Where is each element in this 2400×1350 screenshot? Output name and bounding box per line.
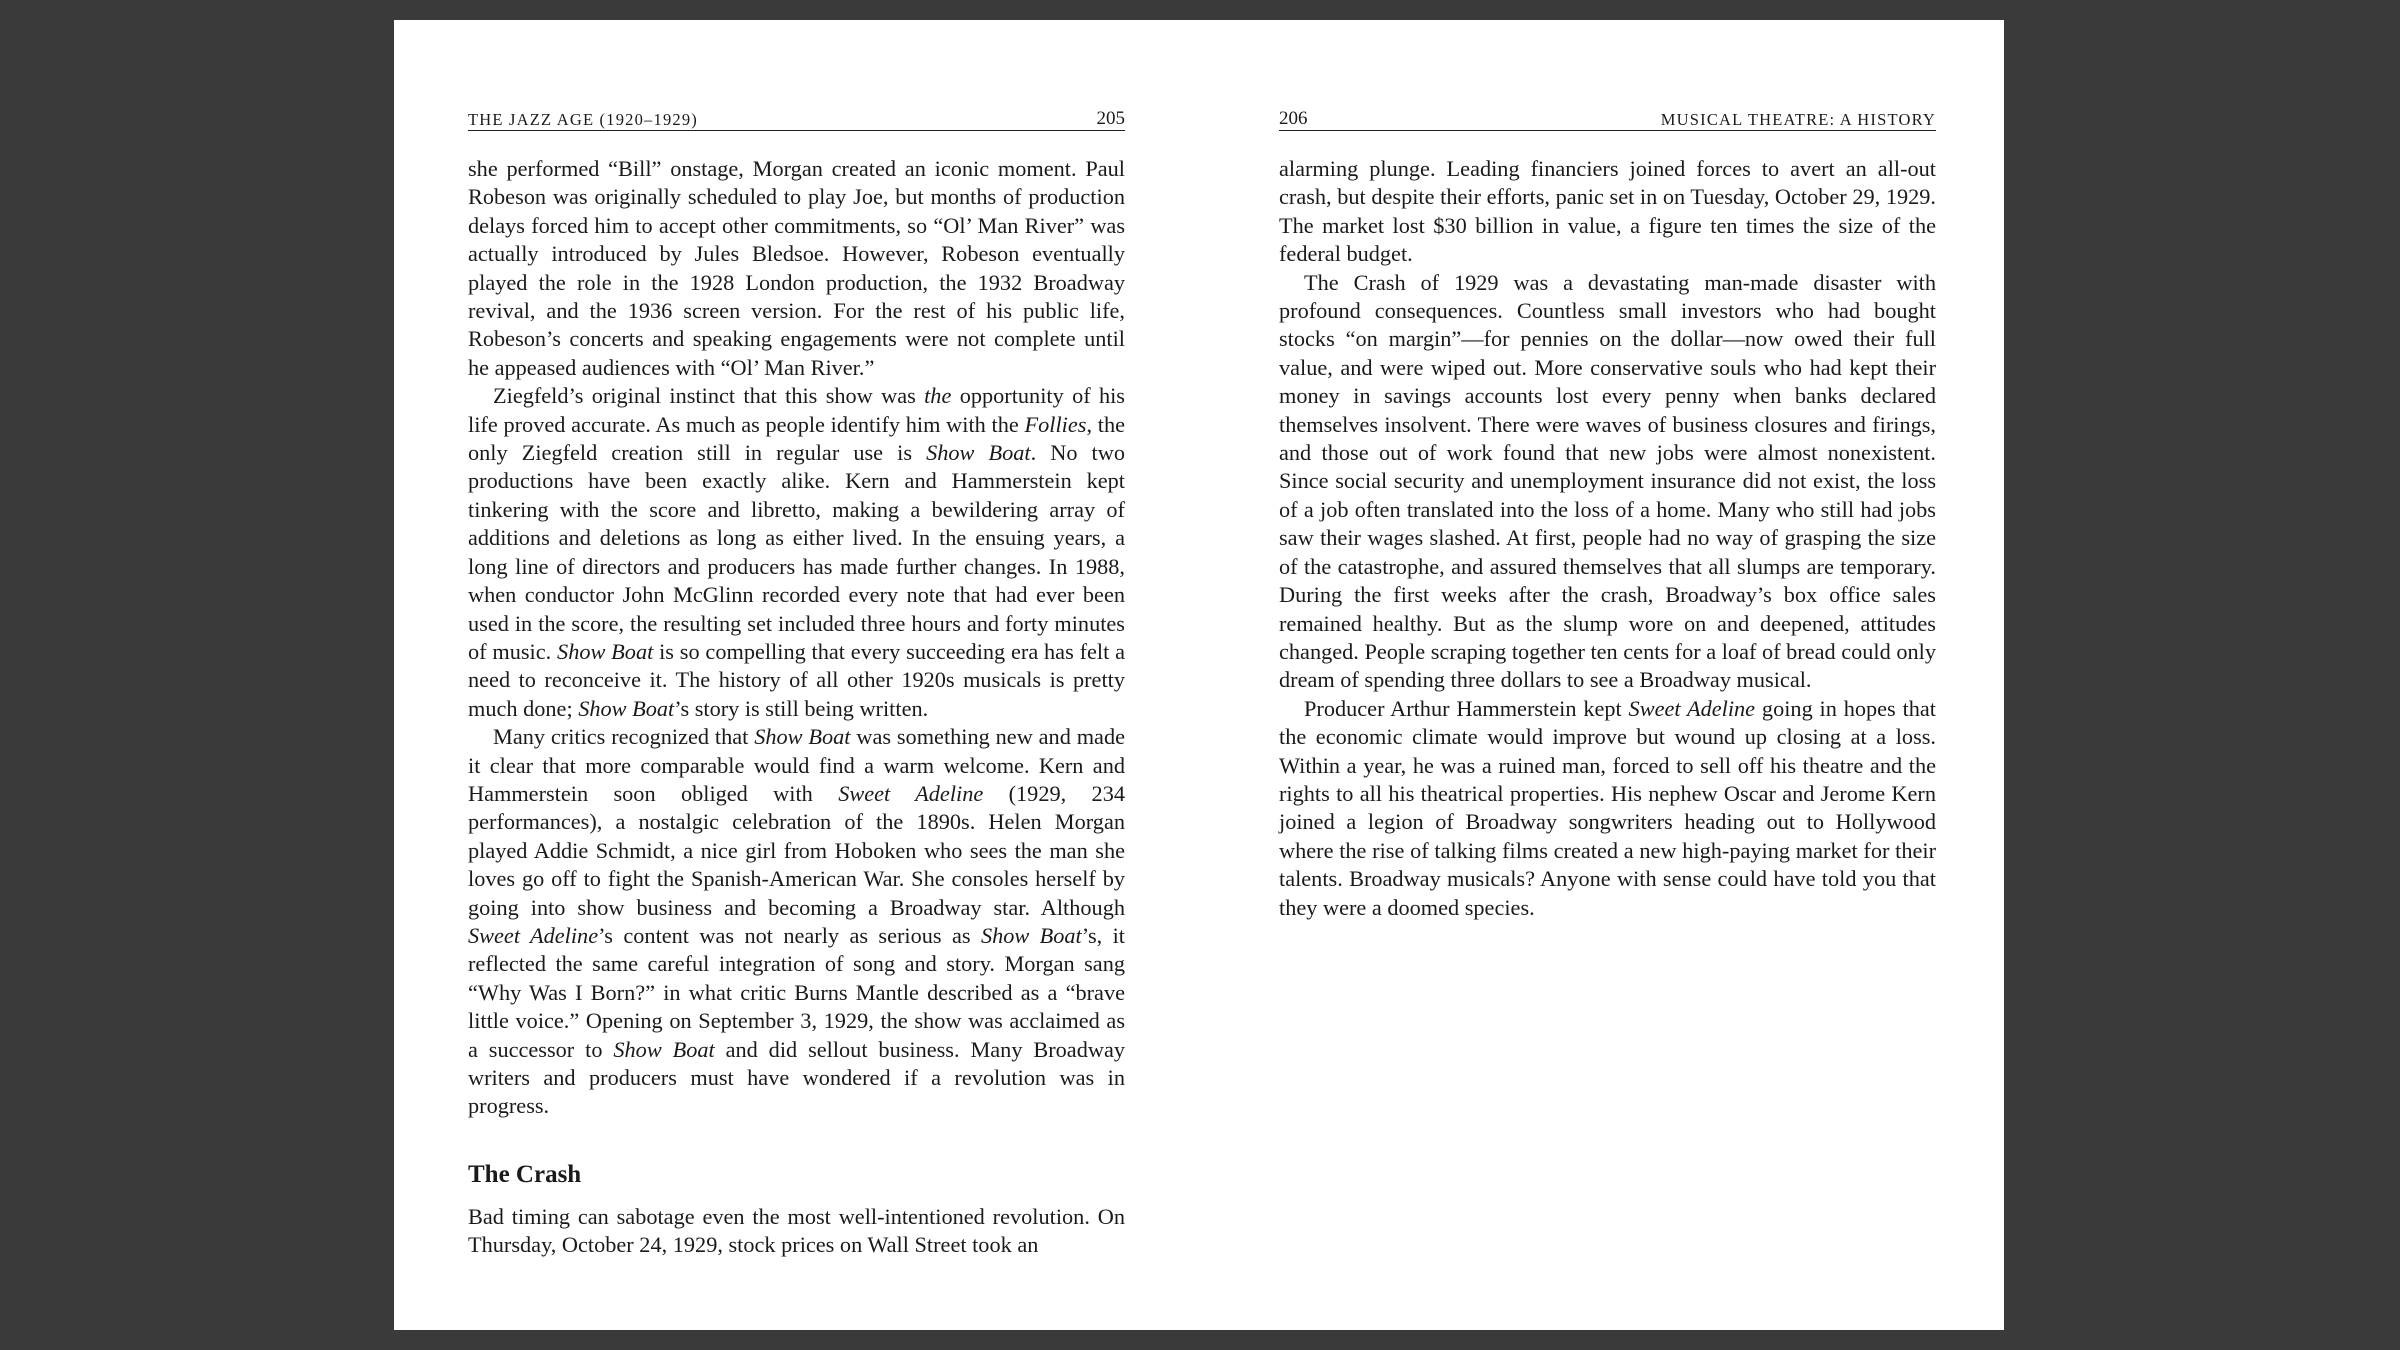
right-running-head <box>1279 90 1936 131</box>
left-running-head <box>468 90 1125 131</box>
paragraph: alarming plunge. Leading financiers joined forces to avert an all-out crash, but despite their efforts, panic set in on Tuesday, October 29, 1929. The market lost $30 billion in value, a figure ten times the size of the federal budget. <box>1279 156 1936 267</box>
section-heading: The Crash <box>468 1160 582 1188</box>
left-page-number: 205 <box>1096 108 1125 129</box>
italic-title: Show Boat <box>754 724 851 750</box>
left-page-body <box>468 155 1125 1260</box>
paragraph: she performed “Bill” onstage, Morgan created an iconic moment. Paul Robeson was originally scheduled to play Joe, but months of production delays forced him to accept other commitments, so “Ol’ Man River” was actually introduced by Jules Bledsoe. However, Robeson eventually played the role in the 1928 London production, the 1932 Broadway revival, and the 1936 screen version. For the rest of his public life, Robeson’s concerts and speaking engagements were not complete until he appeased audiences with “Ol’ Man River.” <box>468 156 1125 380</box>
italic-title: Sweet Adeline <box>1628 695 1756 721</box>
italic-title: Sweet Adeline <box>838 780 984 806</box>
paragraph: Ziegfeld’s original instinct that this show was the opportunity of his life proved accurate. As much as people identify him with the Follies, the only Ziegfeld creation still in regular use is Show Boat. No two productions have been exactly alike. Kern and Hammerstein kept tinkering with the score and libretto, making a bewildering array of additions and deletions as long as either lived. In the ensuing years, a long line of directors and producers has made further changes. In 1988, when conductor John McGlinn recorded every note that had ever been used in the score, the resulting set included three hours and forty minutes of music. Show Boat is so compelling that every succeeding era has felt a need to reconceive it. The history of all other 1920s musicals is pretty much done; Show Boat’s story is still being written. <box>468 383 1126 721</box>
left-page <box>394 20 1199 1330</box>
right-page <box>1199 20 2004 1330</box>
italic-title: Show Boat <box>578 695 675 721</box>
right-page-number: 206 <box>1279 108 1308 129</box>
paragraph: Many critics recognized that Show Boat was something new and made it clear that more comparable would find a warm welcome. Kern and Hammerstein soon obliged with Sweet Adeline (1929, 234 performances), a nostalgic celebration of the 1890s. Helen Morgan played Addie Schmidt, a nice girl from Hoboken who sees the man she loves go off to fight the Spanish-American War. She consoles herself by going into show business and becoming a Broadway star. Although Sweet Adeline’s content was not nearly as serious as Show Boat’s, it reflected the same careful integration of song and story. Morgan sang “Why Was I Born?” in what critic Burns Mantle described as a “brave little voice.” Opening on September 3, 1929, the show was acclaimed as a successor to Show Boat and did sellout business. Many Broadway writers and producers must have wondered if a revolution was in progress. <box>468 724 1125 1119</box>
left-running-title: THE JAZZ AGE (1920–1929) <box>468 110 698 129</box>
italic-title: Show Boat <box>926 440 1031 466</box>
italic-title: Show Boat <box>613 1036 715 1062</box>
italic-title: Show Boat <box>557 638 654 664</box>
italic-title: Show Boat <box>980 922 1082 948</box>
right-running-title: MUSICAL THEATRE: A HISTORY <box>1660 110 1936 129</box>
italic-title: Sweet Adeline <box>468 922 599 948</box>
italic-title: the <box>924 383 952 409</box>
book-spread <box>394 20 2004 1330</box>
paragraph: Producer Arthur Hammerstein kept Sweet Adeline going in hopes that the economic climate would improve but wound up closing at a loss. Within a year, he was a ruined man, forced to sell off his theatre and the rights to all his theatrical properties. His nephew Oscar and Jerome Kern joined a legion of Broadway songwriters heading out to Hollywood where the rise of talking films created a new high-paying market for their talents. Broadway musicals? Anyone with sense could have told you that they were a doomed species. <box>1279 695 1937 920</box>
right-page-body <box>1279 155 1936 922</box>
paragraph: The Crash of 1929 was a devastating man-made disaster with profound consequences. Countless small investors who had bought stocks “on margin”—for pennies on the dollar—now owed their full value, and were wiped out. More conservative souls who had kept their money in savings accounts lost every penny when banks declared themselves insolvent. There were waves of business closures and firings, and those out of work found that new jobs were almost nonexistent. Since social security and unemployment insurance did not exist, the loss of a job often translated into the loss of a home. Many who still had jobs saw their wages slashed. At first, people had no way of grasping the size of the catastrophe, and assured themselves that all slumps are temporary. During the first weeks after the crash, Broadway’s box office sales remained healthy. But as the slump wore on and deepened, attitudes changed. People scraping together ten cents for a loaf of bread could only dream of spending three dollars to see a Broadway musical. <box>1279 269 1936 693</box>
paragraph: Bad timing can sabotage even the most well-intentioned revolution. On Thursday, October 24, 1929, stock prices on Wall Street took an <box>468 1203 1125 1258</box>
italic-title: Follies <box>1024 411 1087 437</box>
